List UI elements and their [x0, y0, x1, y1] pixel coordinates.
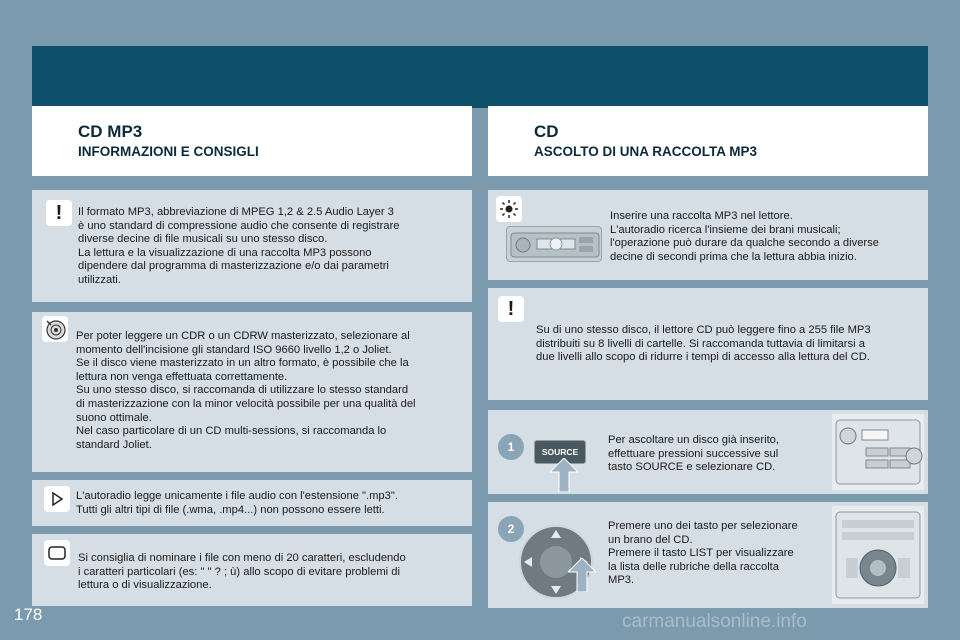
right-block-1-text: Inserire una raccolta MP3 nel lettore. L'autoradio ricerca l'insieme dei brani musicali; l'operazione può durare da qualche secondo a diverse decine di secondi prima che la lettura abbia inizio.: [610, 210, 879, 263]
right-subtitle: ASCOLTO DI UNA RACCOLTA MP3: [534, 144, 757, 159]
left-header: [32, 106, 472, 176]
left-subtitle: INFORMAZIONI E CONSIGLI: [78, 144, 259, 159]
right-header: [488, 106, 928, 176]
top-band: [32, 46, 928, 108]
radio-unit-image: [506, 226, 602, 262]
warning-icon: !: [46, 200, 72, 226]
left-block-1-text: Il formato MP3, abbreviazione di MPEG 1,2 & 2.5 Audio Layer 3 è uno standard di compressione audio che consente di registrare diverse decine di file musicali su uno stesso disco. La lettura e la visualizzazione di una raccolta MP3 possono dipendere dal programma di masterizzazione e/o dai parametri utilizzati.: [78, 206, 400, 286]
control-panel-image: [832, 414, 924, 490]
right-block-3: [488, 410, 928, 494]
arrow-up-icon: [550, 458, 578, 492]
right-title: CD: [534, 122, 559, 141]
play-icon: [44, 486, 70, 512]
left-block-3-text: L'autoradio legge unicamente i file audio con l'estensione ".mp3". Tutti gli altri tipi di file (.wma, .mp4...) non possono essere letti.: [76, 490, 398, 516]
left-block-2-text: Per poter leggere un CDR o un CDRW masterizzato, selezionare al momento dell'incisione gli standard ISO 9660 livello 1,2 o Joliet. Se il disco viene masterizzato in un altro formato, è possibile che la lettura non venga effettuata correttamente. Su uno stesso disco, si raccomanda di utilizzare lo stesso standard di masterizzazione con la minor velocità possibile per una qualità del suono ottimale. Nel caso particolare di un CD multi-sessions, si raccomanda lo standard Joliet.: [76, 330, 416, 451]
watermark: carmanualsonline.info: [622, 611, 807, 632]
control-panel-image: [832, 506, 924, 604]
arrow-up-icon: [568, 558, 596, 592]
step-1-badge: 1: [498, 434, 524, 460]
right-block-4-text: Premere uno dei tasto per selezionare un brano del CD. Premere il tasto LIST per visualizzare la lista delle rubriche della raccolta MP3.: [608, 520, 798, 587]
warning-icon: !: [498, 296, 524, 322]
right-block-3-text: Per ascoltare un disco già inserito, effettuare pressioni successive sul tasto SOURCE e selezionare CD.: [608, 434, 780, 474]
source-button[interactable]: SOURCE: [534, 440, 586, 464]
right-block-2-text: Su di uno stesso disco, il lettore CD può leggere fino a 255 file MP3 distribuiti su 8 livelli di cartelle. Si raccomanda tuttavia di limitarsi a due livelli allo scopo di ridurre i tempi di accesso alla lettura del CD.: [536, 324, 871, 364]
left-block-3: [32, 480, 472, 526]
left-block-4: [32, 534, 472, 606]
step-2-badge: 2: [498, 516, 524, 542]
left-block-1: [32, 190, 472, 302]
left-title: CD MP3: [78, 122, 143, 141]
page-number: 178: [14, 605, 43, 624]
left-block-4-text: Si consiglia di nominare i file con meno di 20 caratteri, escludendo i caratteri particolari (es: " " ? ; ù) allo scopo di evitare problemi di lettura o di visualizzazione.: [78, 552, 406, 592]
disc-icon: [42, 316, 68, 342]
right-block-4: [488, 502, 928, 608]
left-block-2: [32, 312, 472, 472]
note-icon: [44, 540, 70, 566]
right-block-2: [488, 288, 928, 400]
tip-icon: [496, 196, 522, 222]
right-block-1: [488, 190, 928, 280]
